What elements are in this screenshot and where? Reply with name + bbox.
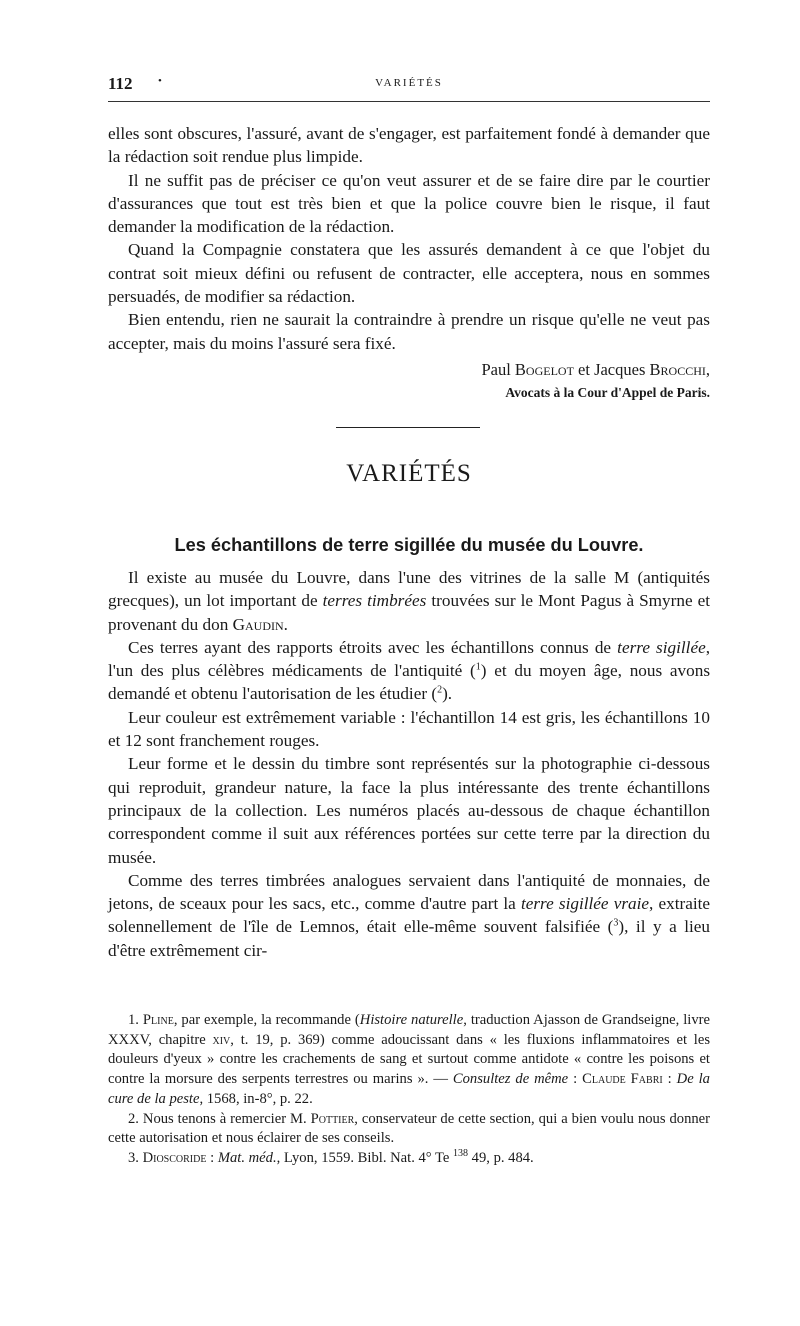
paragraph: Il existe au musée du Louvre, dans l'une des vitrines de la salle M (antiquités grecques), un lot important de terres timbrées trouvées sur le Mont Pagus à Smyrne et provenant du don Gaudin. [108, 568, 711, 634]
paragraph: Comme des terres timbrées analogues servaient dans l'antiquité de monnaies, de jetons, de sceaux pour les sacs, etc., comme d'autre part la terre sigillée vraie, extraite solennellement de l'île de Lemnos, était elle-même souvent falsifiée ($^3$), il y a lieu d'être extrêmement cir- [108, 870, 710, 960]
signature-affiliation: Avocats à la Cour d'Appel de Paris. [505, 385, 710, 400]
donor-name: Gaudin [232, 614, 284, 634]
footnote: 2. Nous tenons à remercier M. Pottier, conservateur de cette section, qui a bien voulu nous donner cette autorisation et nous éclairer de ses conseils. [108, 1110, 710, 1147]
author-surname: Brocchi [649, 360, 706, 379]
footnotes [108, 1011, 710, 1169]
paragraph: elles sont obscures, l'assuré, avant de s'engager, est parfaitement fondé à demander que la rédaction soit rendue plus limpide. [108, 124, 710, 167]
signature-authors: Paul Bogelot et Jacques Brocchi, [481, 360, 710, 379]
article-body [108, 566, 710, 962]
paragraph: Leur couleur est extrêmement variable : l'échantillon 14 est gris, les échantillons 10 et 12 sont franchement rouges. [108, 707, 710, 751]
paragraph: Leur forme et le dessin du timbre sont représentés sur la photographie ci-dessous qui reproduit, grandeur nature, la face la plus intéressante des trente échantillons principaux de la collection. Les numéros placés au-dessous de chaque échantillon correspondent comme il suit aux références portées sur cette terre par la direction du musée. [108, 754, 710, 867]
paragraph: Ces terres ayant des rapports étroits avec les échantillons connus de terre sigillée, l'un des plus célèbres médicaments de l'antiquité ($^1$) et du moyen âge, nous avons demandé et obtenu l'autorisation de les étudier ($^2$). [108, 637, 711, 704]
paragraph: Bien entendu, rien ne saurait la contraindre à prendre un risque qu'elle ne veut pas accepter, mais du moins l'assuré sera fixé. [108, 310, 710, 353]
signature [108, 358, 710, 404]
footnote: 1. Pline, par exemple, la recommande (Histoire naturelle, traduction Ajasson de Grandseigne, livre XXXV, chapitre xiv, t. 19, p. 369) comme adoucissant dans « les fluxions inflammatoires et les douleurs d'yeux » contre les crachements de sang et surtout comme antidote « contre les poisons et contre la morsure des serpents terrestres ou marins ». — Consultez de même : Claude Fabri : De la cure de la peste, 1568, in-8°, p. 22. [108, 1012, 711, 1107]
header-bullet: • [158, 75, 162, 87]
paragraph: Quand la Compagnie constatera que les assurés demandent à ce que l'objet du contrat soit mieux défini ou refusent de contracter, elle acceptera, nous en sommes persuadés, de modifier sa rédaction. [108, 240, 710, 307]
footnote-ref: 2 [437, 684, 443, 696]
article-continuation [108, 122, 710, 355]
section-divider [336, 427, 480, 428]
footnote-ref: 1 [475, 661, 481, 673]
footnote-ref: 3 [613, 917, 619, 929]
article-title: Les échantillons de terre sigillée du musée du Louvre. [174, 535, 644, 555]
page-number: 112 [108, 74, 133, 93]
running-title: VARIÉTÉS [375, 77, 443, 89]
header-rule [108, 101, 710, 102]
page-header [108, 74, 710, 98]
footnote: 3. Dioscoride : Mat. méd., Lyon, 1559. Bibl. Nat. 4° Te $^{138}$ 49, p. 484. [128, 1148, 534, 1166]
author-surname: Bogelot [514, 360, 574, 379]
section-title: VARIÉTÉS [346, 460, 472, 487]
paragraph: Il ne suffit pas de préciser ce qu'on veut assurer et de se faire dire par le courtier d'assurances que tout est très bien et que la police couvre bien le risque, il faut demander la modification de la rédaction. [108, 170, 710, 237]
